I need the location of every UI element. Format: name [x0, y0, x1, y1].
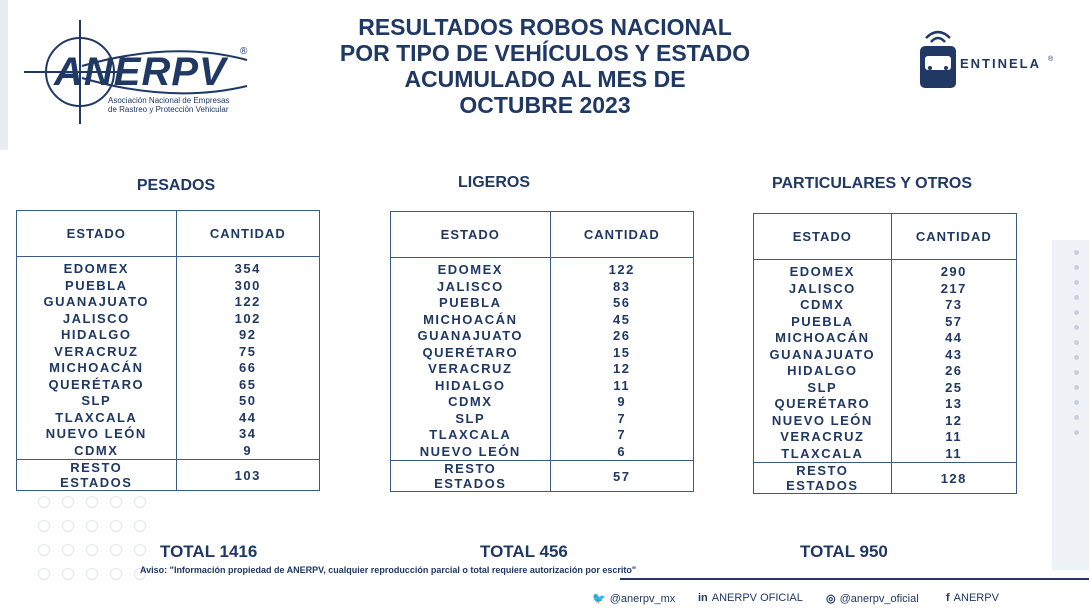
cell-cantidad: 217: [891, 281, 1016, 298]
table-row-resto: [754, 463, 1017, 494]
cell-estado: EDOMEX: [754, 260, 892, 281]
cell-cantidad: 300: [176, 278, 319, 295]
cell-cantidad: 44: [891, 330, 1016, 347]
section-heading-particulares: PARTICULARES Y OTROS: [771, 175, 973, 192]
table-row: [754, 413, 1017, 430]
resto-line1: RESTO: [70, 460, 123, 475]
table-row: [391, 361, 694, 378]
aviso-disclaimer: Aviso: "Información propiedad de ANERPV, cualquier reproducción parcial o total requiere autorización por escrito": [140, 565, 637, 575]
cell-cantidad-resto: 103: [176, 460, 319, 491]
cell-cantidad: 34: [176, 426, 319, 443]
table-pesados: [16, 210, 320, 491]
table-row: [754, 363, 1017, 380]
table-row: [754, 396, 1017, 413]
resto-line1: RESTO: [444, 461, 497, 476]
cell-cantidad: 12: [550, 361, 693, 378]
table-row: [391, 427, 694, 444]
table-row: [17, 360, 320, 377]
cell-cantidad: 73: [891, 297, 1016, 314]
table-row: [391, 444, 694, 461]
table-row: [391, 295, 694, 312]
page-title: [280, 14, 810, 118]
cell-cantidad: 44: [176, 410, 319, 427]
title-line3: ACUMULADO AL MES DE: [404, 66, 686, 92]
cell-cantidad: 57: [891, 314, 1016, 331]
table-row: [754, 429, 1017, 446]
cell-estado: JALISCO: [391, 279, 551, 296]
resto-line2: ESTADOS: [60, 475, 133, 490]
cell-cantidad: 6: [550, 444, 693, 461]
linkedin-handle: ANERPV OFICIAL: [711, 592, 803, 604]
table-row: [391, 312, 694, 329]
cell-estado-resto: [754, 463, 892, 494]
table-row-resto: [17, 460, 320, 491]
footer-twitter[interactable]: [592, 592, 675, 605]
title-line2: POR TIPO DE VEHÍCULOS Y ESTADO: [339, 40, 751, 66]
cell-cantidad: 50: [176, 393, 319, 410]
cell-estado: SLP: [391, 411, 551, 428]
cell-estado: VERACRUZ: [17, 344, 177, 361]
cell-estado: JALISCO: [17, 311, 177, 328]
cell-estado: GUANAJUATO: [17, 294, 177, 311]
cell-estado: GUANAJUATO: [391, 328, 551, 345]
cell-cantidad: 26: [550, 328, 693, 345]
col-header-cantidad: CANTIDAD: [891, 214, 1016, 260]
cell-estado-resto: [391, 461, 551, 492]
cell-cantidad-resto: 57: [550, 461, 693, 492]
cell-estado: VERACRUZ: [391, 361, 551, 378]
cell-cantidad: 7: [550, 411, 693, 428]
cell-estado: SLP: [754, 380, 892, 397]
table-row: [391, 328, 694, 345]
col-header-estado: ESTADO: [391, 212, 551, 258]
cell-estado-resto: [17, 460, 177, 491]
cell-cantidad: 83: [550, 279, 693, 296]
cell-estado: TLAXCALA: [391, 427, 551, 444]
cell-cantidad: 11: [550, 378, 693, 395]
table-row: [17, 278, 320, 295]
table-row: [17, 443, 320, 460]
table-ligeros: [390, 211, 694, 492]
col-header-estado: ESTADO: [17, 211, 177, 257]
decorative-dots-grid: [38, 496, 146, 580]
cell-cantidad: 11: [891, 429, 1016, 446]
col-header-estado: ESTADO: [754, 214, 892, 260]
cell-cantidad-resto: 128: [891, 463, 1016, 494]
twitter-handle: @anerpv_mx: [609, 592, 676, 605]
cell-estado: CDMX: [754, 297, 892, 314]
table-row: [754, 330, 1017, 347]
cell-estado: QUERÉTARO: [391, 345, 551, 362]
table-particulares: [753, 213, 1017, 494]
total-particulares: TOTAL 950: [800, 542, 888, 561]
cell-cantidad: 75: [176, 344, 319, 361]
cell-estado: MICHOACÁN: [17, 360, 177, 377]
cell-estado: PUEBLA: [754, 314, 892, 331]
cell-cantidad: 56: [550, 295, 693, 312]
decorative-vertical-dots: [1074, 250, 1080, 435]
cell-estado: MICHOACÁN: [754, 330, 892, 347]
cell-estado: NUEVO LEÓN: [391, 444, 551, 461]
table-row: [754, 380, 1017, 397]
cell-cantidad: 122: [550, 258, 693, 279]
cell-estado: HIDALGO: [754, 363, 892, 380]
cell-cantidad: 92: [176, 327, 319, 344]
table-row: [17, 327, 320, 344]
table-row: [754, 314, 1017, 331]
table-row: [391, 279, 694, 296]
cell-cantidad: 11: [891, 446, 1016, 463]
cell-estado: NUEVO LEÓN: [17, 426, 177, 443]
table-row: [17, 311, 320, 328]
table-row-resto: [391, 461, 694, 492]
table-row: [391, 378, 694, 395]
cell-estado: EDOMEX: [391, 258, 551, 279]
cell-estado: SLP: [17, 393, 177, 410]
cell-cantidad: 45: [550, 312, 693, 329]
instagram-icon: ◎: [826, 593, 836, 605]
cell-estado: QUERÉTARO: [754, 396, 892, 413]
cell-cantidad: 13: [891, 396, 1016, 413]
cell-cantidad: 7: [550, 427, 693, 444]
cell-cantidad: 26: [891, 363, 1016, 380]
left-edge-strip: [0, 0, 8, 150]
cell-cantidad: 122: [176, 294, 319, 311]
facebook-icon: f: [946, 592, 950, 604]
cell-estado: VERACRUZ: [754, 429, 892, 446]
cell-estado: PUEBLA: [17, 278, 177, 295]
table-row: [391, 394, 694, 411]
table-row: [17, 393, 320, 410]
section-heading-ligeros: LIGEROS: [457, 174, 530, 191]
table-row: [754, 446, 1017, 463]
cell-estado: PUEBLA: [391, 295, 551, 312]
table-row: [391, 411, 694, 428]
cell-cantidad: 66: [176, 360, 319, 377]
sentinela-registered-mark: ®: [1048, 56, 1054, 63]
cell-cantidad: 65: [176, 377, 319, 394]
table-row: [17, 257, 320, 278]
instagram-handle: @anerpv_oficial: [839, 592, 919, 605]
cell-estado: CDMX: [391, 394, 551, 411]
resto-line2: ESTADOS: [786, 478, 859, 493]
cell-estado: CDMX: [17, 443, 177, 460]
section-heading-pesados: PESADOS: [136, 177, 216, 194]
sentinela-logo-text: ENTINELA: [960, 56, 1041, 71]
cell-estado: HIDALGO: [17, 327, 177, 344]
linkedin-icon: in: [698, 592, 708, 604]
twitter-icon: 🐦: [592, 593, 606, 605]
cell-cantidad: 25: [891, 380, 1016, 397]
title-line4: OCTUBRE 2023: [459, 92, 631, 118]
cell-estado: MICHOACÁN: [391, 312, 551, 329]
cell-cantidad: 354: [176, 257, 319, 278]
cell-estado: JALISCO: [754, 281, 892, 298]
table-row: [391, 345, 694, 362]
table-row: [754, 281, 1017, 298]
col-header-cantidad: CANTIDAD: [550, 212, 693, 258]
anerpv-logo-subtitle: [108, 96, 229, 114]
cell-cantidad: 9: [176, 443, 319, 460]
cell-estado: HIDALGO: [391, 378, 551, 395]
anerpv-subtitle-line2: de Rastreo y Protección Vehicular: [108, 105, 229, 114]
total-ligeros: TOTAL 456: [480, 542, 568, 561]
cell-estado: NUEVO LEÓN: [754, 413, 892, 430]
table-row: [17, 344, 320, 361]
table-row: [17, 377, 320, 394]
table-row: [17, 410, 320, 427]
table-row: [391, 258, 694, 279]
cell-estado: EDOMEX: [17, 257, 177, 278]
right-edge-strip: [1052, 240, 1089, 570]
table-row: [17, 294, 320, 311]
footer-instagram[interactable]: [826, 592, 919, 605]
table-row: [754, 347, 1017, 364]
cell-cantidad: 43: [891, 347, 1016, 364]
table-row: [754, 260, 1017, 281]
cell-estado: QUERÉTARO: [17, 377, 177, 394]
title-line1: RESULTADOS ROBOS NACIONAL: [358, 14, 732, 40]
cell-estado: TLAXCALA: [754, 446, 892, 463]
cell-cantidad: 290: [891, 260, 1016, 281]
resto-line1: RESTO: [796, 463, 849, 478]
anerpv-registered-mark: ®: [240, 46, 248, 57]
resto-line2: ESTADOS: [434, 476, 507, 491]
anerpv-logo-text: ANERPV: [54, 50, 227, 94]
cell-cantidad: 15: [550, 345, 693, 362]
total-pesados: TOTAL 1416: [160, 542, 258, 561]
footer-divider: [620, 578, 1089, 580]
anerpv-subtitle-line1: Asociación Nacional de Empresas: [108, 96, 230, 105]
cell-cantidad: 9: [550, 394, 693, 411]
table-row: [754, 297, 1017, 314]
facebook-handle: ANERPV: [953, 592, 999, 604]
cell-estado: TLAXCALA: [17, 410, 177, 427]
col-header-cantidad: CANTIDAD: [176, 211, 319, 257]
footer-linkedin[interactable]: [698, 592, 803, 604]
table-row: [17, 426, 320, 443]
footer-facebook[interactable]: [946, 592, 999, 604]
cell-cantidad: 102: [176, 311, 319, 328]
cell-estado: GUANAJUATO: [754, 347, 892, 364]
cell-cantidad: 12: [891, 413, 1016, 430]
